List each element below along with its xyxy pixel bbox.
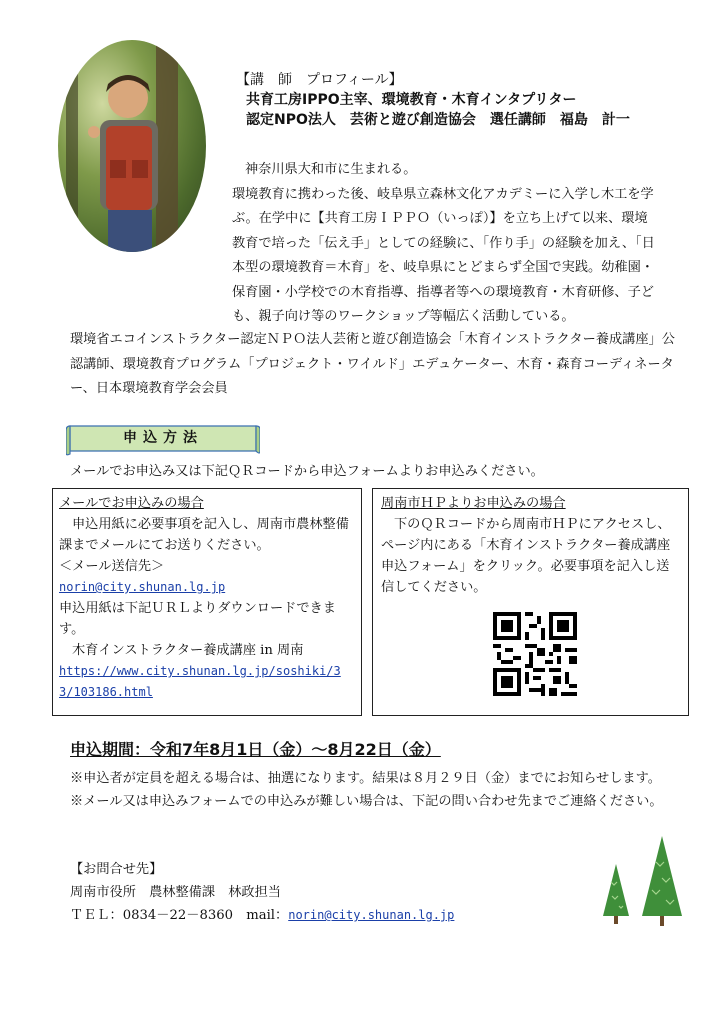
application-period: 申込期間：令和7年8月1日（金）～8月22日（金） (70, 740, 441, 759)
qualifications: 環境省エコインストラクター認定ＮＰＯ法人芸術と遊び創造協会「木育インストラクター養成講座」公認講師、環境教育プログラム「プロジェクト・ワイルド」エデュケーター、木育・森育コーディネーター、日本環境教育学会会員 (70, 332, 675, 396)
web-box-text: 下のＱＲコードから周南市ＨＰにアクセスし、ページ内にある「木育インストラクター養成講座申込フォーム」をクリック。必要事項を記入し送信してください。 (381, 517, 671, 595)
contact-heading: 【お問合せ先】 (70, 862, 163, 877)
biography (232, 158, 660, 330)
contact-info (70, 858, 454, 927)
profile-affiliation: 認定NPO法人 芸術と遊び創造協会 選任講師 福島 計一 (246, 112, 630, 128)
email-box-heading: メールでお申込みの場合 (59, 496, 204, 511)
qr-code-icon[interactable] (493, 612, 577, 696)
bio-paragraph-2: 環境教育に携わった後、岐阜県立森林文化アカデミーに入学し木工を学ぶ。在学中に【共育工房ＩＰＰＯ（いっぽ）】を立ち上げて以来、環境教育で培った「伝え手」としての経験に、「作り手」の経験を加え、「日本型の環境教育＝木育」を、岐阜県にとどまらず全国で実践。幼稚園・保育園・小学校での木育指導、指導者等への環境教育・木育研修、子ども、親子向け等のワークショップ等幅広く活動している。 (232, 186, 655, 324)
contact-email-link[interactable]: norin@city.shunan.lg.jp (288, 908, 455, 922)
email-application-box (52, 488, 362, 716)
download-text: 申込用紙は下記ＵＲＬよりダウンロードできます。 (59, 601, 336, 637)
email-link[interactable]: norin@city.shunan.lg.jp (59, 580, 226, 594)
apply-method-heading: 申込方法 (123, 430, 203, 446)
profile-heading: 【講 師 プロフィール】 (236, 72, 403, 88)
note-lottery: ※申込者が定員を超える場合は、抽選になります。結果は８月２９日（金）までにお知らせします。 (70, 771, 661, 786)
profile-title (236, 70, 630, 130)
email-destination-label: ＜メール送信先＞ (59, 559, 165, 574)
web-box-heading: 周南市ＨＰよりお申込みの場合 (381, 496, 566, 511)
tree-icon (596, 832, 690, 932)
profile-role: 共育工房IPPO主宰、環境教育・木育インタプリター (246, 92, 577, 108)
email-box-text: 申込用紙に必要事項を記入し、周南市農林整備課までメールにてお送りください。 (59, 517, 349, 553)
download-url-link[interactable]: https://www.city.shunan.lg.jp/soshiki/33/103186.html (59, 664, 341, 699)
apply-intro: メールでお申込み又は下記ＱＲコードから申込フォームよりお申込みください。 (70, 464, 544, 479)
contact-organization: 周南市役所 農林整備課 林政担当 (70, 885, 281, 900)
notes (70, 767, 670, 813)
course-name: 木育インストラクター養成講座 in 周南 (72, 643, 304, 658)
contact-tel: ＴＥＬ：0834－22－8360 mail： (70, 908, 289, 923)
instructor-photo (58, 40, 206, 252)
note-contact: ※メール又は申込みフォームでの申込みが難しい場合は、下記の問い合わせ先までご連絡ください。 (70, 794, 663, 809)
bio-paragraph-1: 神奈川県大和市に生まれる。 (245, 162, 417, 177)
